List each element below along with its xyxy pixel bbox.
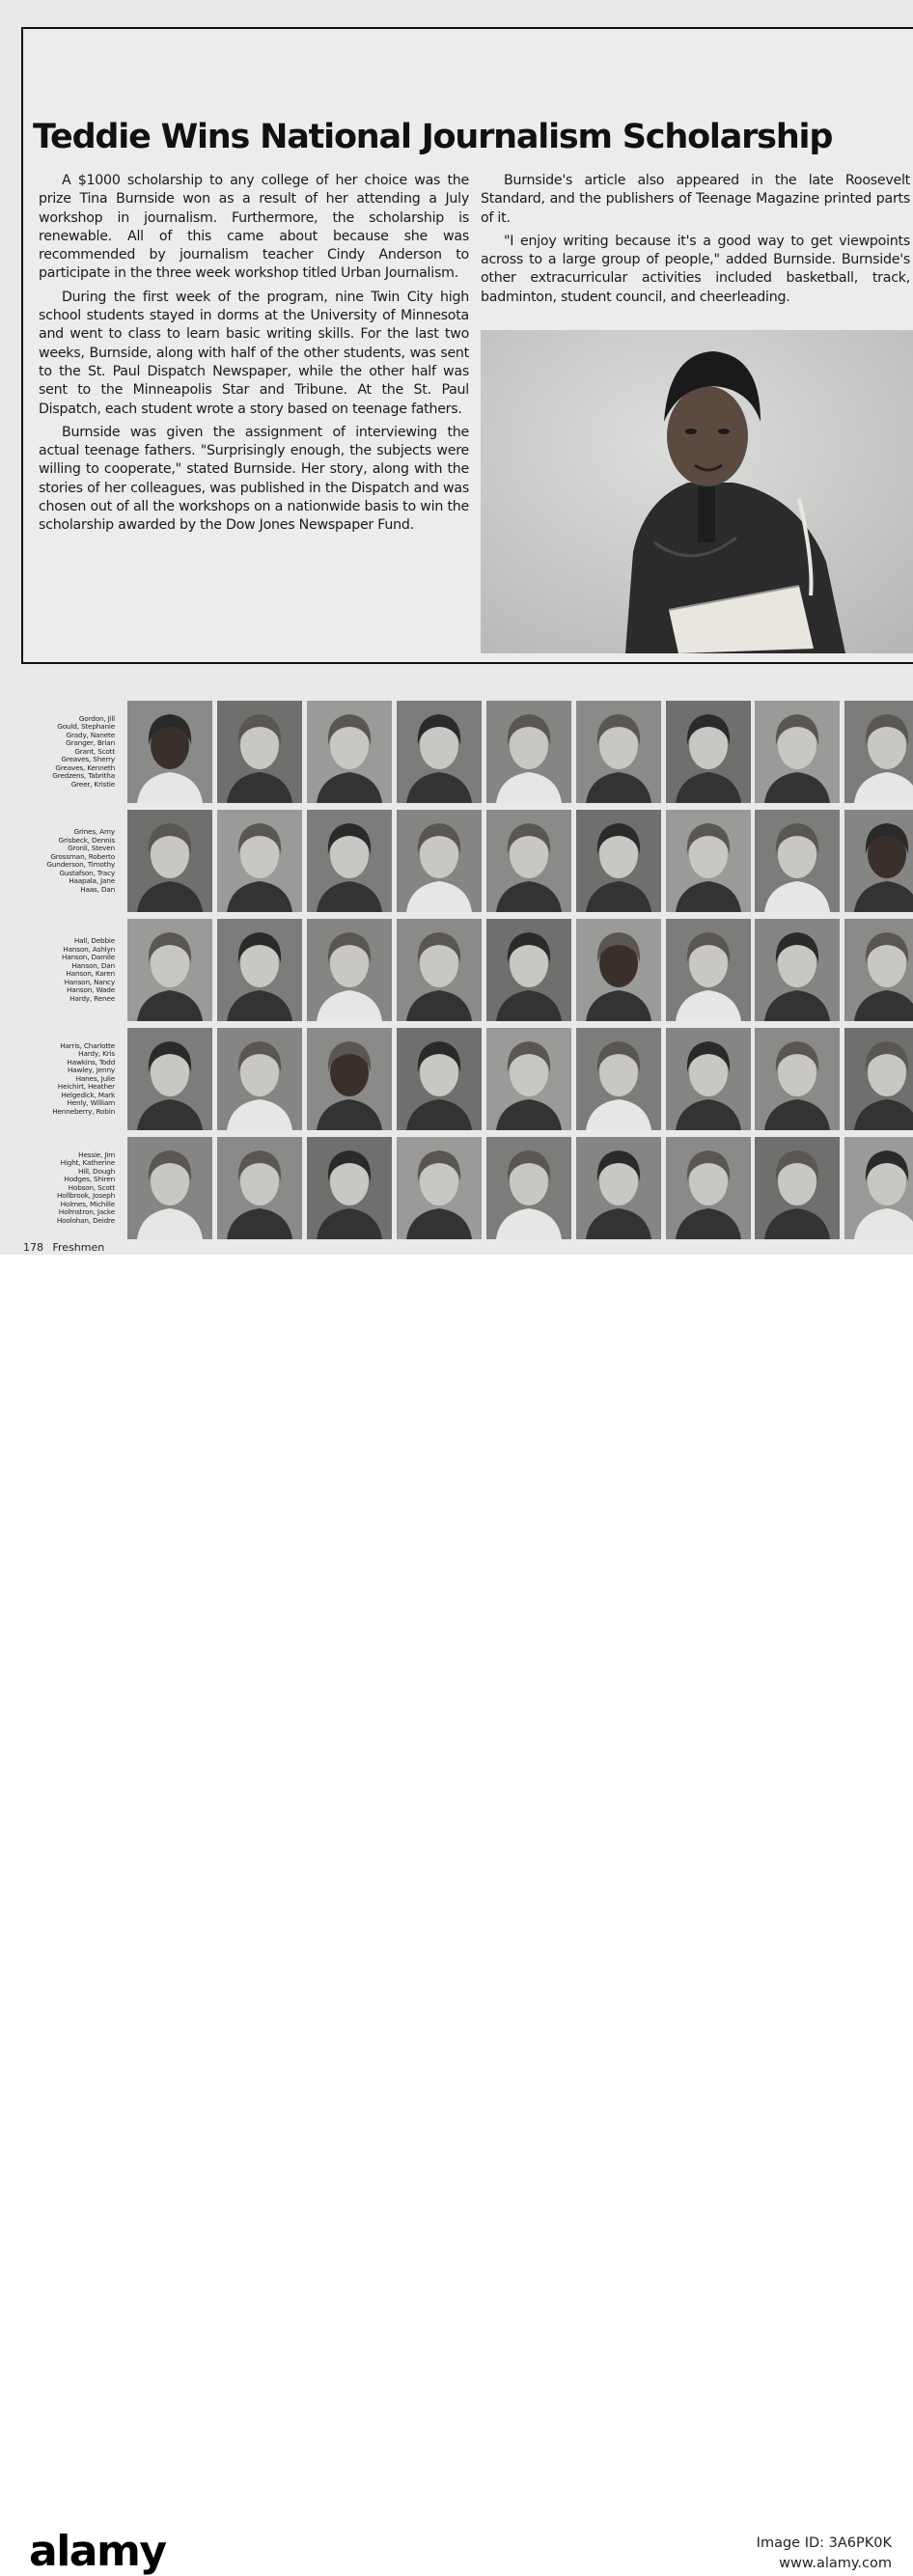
student-name: Gould, Stephanie bbox=[57, 722, 115, 732]
student-portrait bbox=[307, 1028, 392, 1130]
student-name: Harris, Charlotte bbox=[60, 1040, 115, 1050]
student-name: Hill, Dough bbox=[78, 1166, 115, 1176]
student-portrait bbox=[576, 1028, 661, 1130]
name-list bbox=[4, 810, 115, 912]
student-name: Hanson, Damile bbox=[61, 953, 115, 961]
alamy-logo: alamy bbox=[29, 2527, 166, 2576]
student-portrait bbox=[397, 810, 482, 912]
student-portrait bbox=[486, 1137, 571, 1239]
student-portrait bbox=[576, 919, 661, 1021]
student-portrait bbox=[486, 919, 571, 1021]
student-name: Hardy, Renee bbox=[69, 993, 115, 1003]
portrait-row bbox=[0, 1137, 913, 1239]
student-name: Grant, Scott bbox=[74, 746, 115, 756]
student-name: Granger, Brian bbox=[66, 738, 115, 748]
student-name: Hanson, Ashlyn bbox=[63, 944, 115, 954]
student-portrait bbox=[217, 1028, 302, 1130]
portrait-row bbox=[0, 701, 913, 803]
portrait-row bbox=[0, 810, 913, 912]
student-name: Haas, Dan bbox=[80, 884, 115, 894]
student-portrait bbox=[844, 701, 913, 803]
student-name: Hobson, Scott bbox=[68, 1182, 115, 1192]
watermark-bar bbox=[0, 1255, 913, 2576]
student-portrait bbox=[486, 1028, 571, 1130]
student-name: Gordon, Jill bbox=[78, 713, 115, 723]
student-name: Heichirt, Heather bbox=[57, 1082, 115, 1092]
student-name: Hodges, Shiren bbox=[64, 1175, 115, 1184]
portrait-grid bbox=[0, 701, 913, 1241]
student-name: Hoolohan, Deidre bbox=[56, 1215, 115, 1225]
student-portrait bbox=[127, 701, 212, 803]
article-paragraph: During the first week of the program, nine Twin City high school students stayed in dorms at the University of Minnesota and went to class to learn basic writing skills. For the last two weeks, Burnside, along with half of the other students, was sent to the St. Paul Dispatch Newspaper, while the other half was sent to the Minneapolis Star and Tribune. At the St. Paul Dispatch, each student wrote a story based on teenage fathers. bbox=[39, 289, 469, 417]
student-name: Hanson, Wade bbox=[66, 985, 115, 994]
student-portrait bbox=[755, 1028, 840, 1130]
student-name: Greaves, Sherry bbox=[61, 755, 115, 764]
student-name: Haapala, Jane bbox=[69, 876, 115, 885]
page-footer bbox=[23, 1241, 110, 1254]
student-portrait bbox=[307, 1137, 392, 1239]
student-portrait bbox=[576, 1137, 661, 1239]
student-portrait bbox=[127, 1137, 212, 1239]
student-portrait bbox=[755, 810, 840, 912]
student-portrait bbox=[844, 1028, 913, 1130]
student-name: Gunderson, Timothy bbox=[46, 860, 115, 869]
watermark-meta bbox=[757, 2534, 892, 2574]
student-name: Hawkins, Todd bbox=[67, 1057, 115, 1066]
student-name: Grady, Nanete bbox=[66, 730, 115, 739]
student-name: Holmes, Michille bbox=[60, 1199, 115, 1208]
student-portrait bbox=[397, 701, 482, 803]
student-portrait bbox=[217, 701, 302, 803]
student-name: Hessie, Jim bbox=[78, 1150, 115, 1159]
article-paragraph: "I enjoy writing because it's a good way to get viewpoints across to a large group of people," added Burnside. Burnside's other extracurricular activities included basketball, track, badminton, student council, and cheerleading. bbox=[481, 233, 910, 305]
student-name: Hanson, Karen bbox=[66, 969, 115, 978]
student-portrait bbox=[666, 1028, 751, 1130]
portrait-row bbox=[0, 1028, 913, 1130]
student-portrait bbox=[217, 919, 302, 1021]
site-url: www.alamy.com bbox=[779, 2556, 892, 2571]
student-name: Hight, Katherine bbox=[60, 1158, 115, 1168]
student-portrait bbox=[486, 701, 571, 803]
student-name: Hollbrook, Joseph bbox=[56, 1191, 115, 1201]
student-portrait bbox=[127, 810, 212, 912]
student-name: Grisbeck, Dennis bbox=[58, 835, 115, 845]
portrait-row bbox=[0, 919, 913, 1021]
student-portrait bbox=[576, 810, 661, 912]
student-name: Gronli, Steven bbox=[68, 844, 115, 852]
student-portrait bbox=[666, 919, 751, 1021]
section-name: Freshmen bbox=[52, 1241, 105, 1254]
student-name: Grines, Amy bbox=[73, 827, 115, 836]
name-list bbox=[4, 919, 115, 1021]
article-headline: Teddie Wins National Journalism Scholarship bbox=[33, 118, 833, 156]
student-portrait bbox=[307, 810, 392, 912]
student-name: Grossman, Roberto bbox=[50, 851, 115, 861]
student-name: Hanson, Dan bbox=[71, 960, 115, 970]
student-portrait bbox=[666, 701, 751, 803]
student-name: Greaves, Kenneth bbox=[55, 762, 115, 772]
student-name: Hall, Debbie bbox=[73, 936, 115, 945]
image-id: Image ID: 3A6PK0K bbox=[756, 2535, 892, 2551]
student-portrait bbox=[217, 810, 302, 912]
student-portrait bbox=[755, 701, 840, 803]
student-portrait bbox=[755, 1137, 840, 1239]
student-name: Hanson, Nancy bbox=[64, 977, 115, 986]
article-paragraph: Burnside was given the assignment of interviewing the actual teenage fathers. "Surprisingly enough, the subjects were willing to cooperate," stated Burnside. Her story, along with the stories of her colleagues, was published in the Dispatch and was chosen out of all the workshops on a nationwide basis to win the scholarship awarded by the Dow Jones Newspaper Fund. bbox=[39, 424, 469, 534]
student-portrait bbox=[397, 1028, 482, 1130]
student-portrait bbox=[844, 1137, 913, 1239]
article-column-right bbox=[481, 172, 910, 312]
student-portrait bbox=[127, 1028, 212, 1130]
student-portrait bbox=[397, 919, 482, 1021]
student-name: Hanes, Julie bbox=[75, 1073, 115, 1083]
student-portrait bbox=[486, 810, 571, 912]
student-portrait bbox=[576, 701, 661, 803]
student-portrait bbox=[844, 810, 913, 912]
yearbook-page bbox=[0, 0, 913, 1255]
page-number: 178 bbox=[23, 1241, 43, 1254]
student-name: Hawley, Jenny bbox=[67, 1066, 115, 1075]
student-name: Gustafson, Tracy bbox=[59, 868, 115, 877]
name-list bbox=[4, 1137, 115, 1239]
student-portrait bbox=[217, 1137, 302, 1239]
student-portrait bbox=[755, 919, 840, 1021]
student-portrait bbox=[666, 810, 751, 912]
student-portrait bbox=[397, 1137, 482, 1239]
student-portrait bbox=[307, 701, 392, 803]
student-portrait bbox=[844, 919, 913, 1021]
student-name: Henneberry, Robin bbox=[52, 1106, 115, 1116]
name-list bbox=[4, 1028, 115, 1130]
article-paragraph: A $1000 scholarship to any college of her choice was the prize Tina Burnside won as a result of her attending a July workshop in journalism. Furthermore, the scholarship is renewable. All of this came about because she was recommended by journalism teacher Cindy Anderson to participate in the three week workshop titled Urban Journalism. bbox=[39, 173, 469, 282]
student-portrait bbox=[307, 919, 392, 1021]
student-name: Greer, Kristie bbox=[70, 779, 115, 789]
student-name: Hardy, Kris bbox=[78, 1049, 115, 1059]
article-paragraph: Burnside's article also appeared in the late Roosevelt Standard, and the publishers of Teenage Magazine printed parts of it. bbox=[481, 173, 910, 226]
student-name: Gredzens, Tabritha bbox=[52, 771, 115, 781]
feature-portrait-photo bbox=[481, 330, 913, 653]
article-column-left bbox=[39, 172, 469, 540]
student-name: Helgedick, Mark bbox=[61, 1090, 115, 1099]
name-list bbox=[4, 701, 115, 803]
student-name: Henly, William bbox=[67, 1098, 115, 1108]
student-portrait bbox=[127, 919, 212, 1021]
student-portrait bbox=[666, 1137, 751, 1239]
student-name: Holmstron, Jacke bbox=[58, 1207, 115, 1217]
